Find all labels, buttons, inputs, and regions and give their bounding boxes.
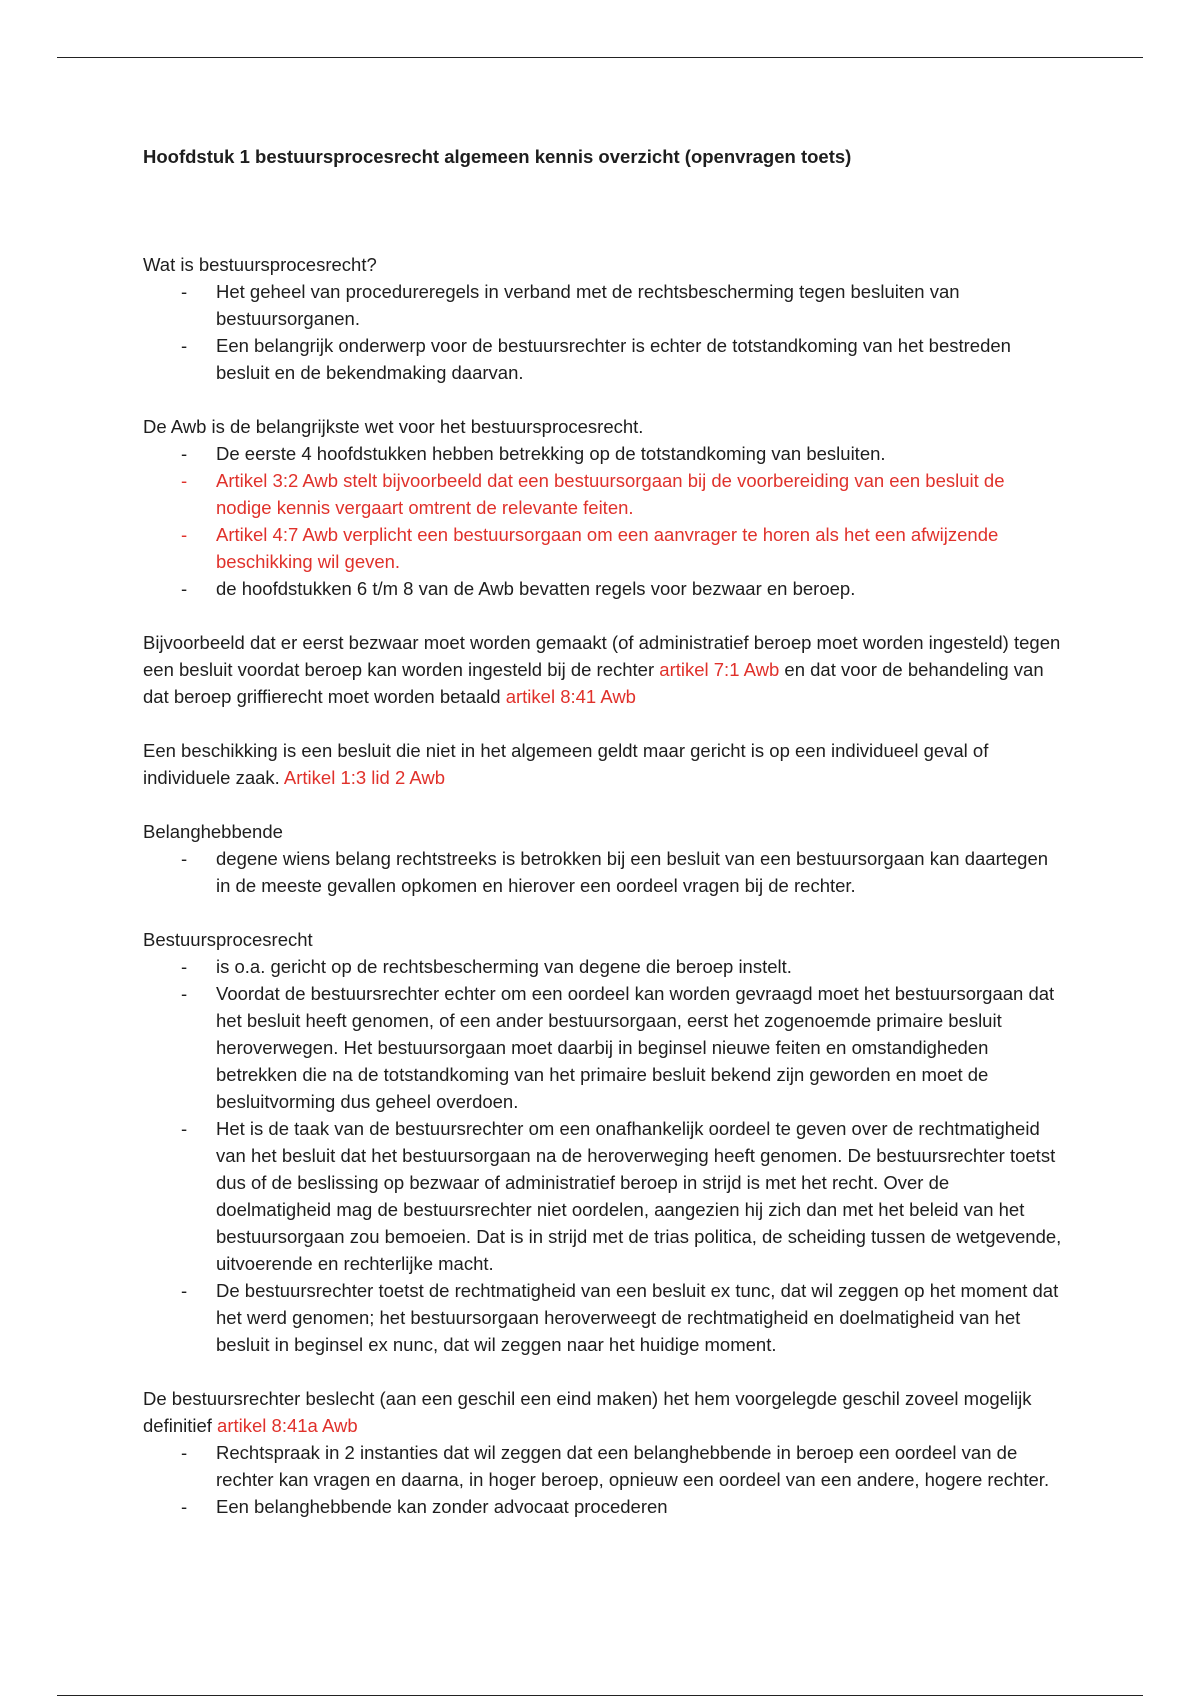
list-item: - de hoofdstukken 6 t/m 8 van de Awb bevatten regels voor bezwaar en beroep. <box>143 575 1063 602</box>
section-bestuursprocesrecht <box>143 926 1063 1358</box>
dash-bullet: - <box>181 1118 188 1139</box>
header-rule <box>57 57 1143 58</box>
paragraph-beschikking: Een beschikking is een besluit die niet in het algemeen geldt maar gericht is op een individueel geval of individuele zaak. Artikel 1:3 lid 2 Awb <box>143 740 989 788</box>
dash-bullet: - <box>181 1496 188 1517</box>
list-item-highlight: - Artikel 3:2 Awb stelt bijvoorbeeld dat een bestuursorgaan bij de voorbereiding van een besluit de nodige kennis vergaart omtrent de relevante feiten. <box>143 467 1063 521</box>
list-item: - Een belangrijk onderwerp voor de bestuursrechter is echter de totstandkoming van het bestreden besluit en de bekendmaking daarvan. <box>143 332 1063 386</box>
bullet-list <box>143 1439 1063 1520</box>
section-heading: De Awb is de belangrijkste wet voor het bestuursprocesrecht. <box>143 416 644 437</box>
list-item: - Voordat de bestuursrechter echter om een oordeel kan worden gevraagd moet het bestuursorgaan dat het besluit heeft genomen, of een ander bestuursorgaan, eerst het zogenoemde primaire besluit heroverwegen. Het bestuursorgaan moet daarbij in beginsel nieuwe feiten en omstandigheden betrekken die na de totstandkoming van het primaire besluit bekend zijn geworden en moet de besluitvorming dus geheel overdoen. <box>143 980 1063 1115</box>
dash-bullet: - <box>181 335 188 356</box>
section-wat-is <box>143 251 1063 386</box>
page-title: Hoofdstuk 1 bestuursprocesrecht algemeen kennis overzicht (openvragen toets) <box>143 146 852 167</box>
section-heading: Bestuursprocesrecht <box>143 929 313 950</box>
article-reference: Artikel 1:3 lid 2 Awb <box>283 767 446 788</box>
article-reference: artikel 7:1 Awb <box>659 659 780 680</box>
section-belanghebbende <box>143 818 1063 899</box>
article-reference: artikel 8:41a Awb <box>217 1415 358 1436</box>
document-body <box>143 143 1063 1520</box>
list-item-highlight: - Artikel 4:7 Awb verplicht een bestuursorgaan om een aanvrager te horen als het een afwijzende beschikking wil geven. <box>143 521 1063 575</box>
dash-bullet: - <box>181 1280 188 1301</box>
dash-bullet: - <box>181 443 188 464</box>
dash-bullet: - <box>181 956 188 977</box>
dash-bullet: - <box>181 848 188 869</box>
list-item: - Rechtspraak in 2 instanties dat wil zeggen dat een belanghebbende in beroep een oordeel van de rechter kan vragen en daarna, in hoger beroep, opnieuw een oordeel van een andere, hogere rechter. <box>143 1439 1063 1493</box>
dash-bullet: - <box>181 524 188 545</box>
dash-bullet: - <box>181 578 188 599</box>
section-heading: Belanghebbende <box>143 821 283 842</box>
dash-bullet: - <box>181 1442 188 1463</box>
paragraph-bezwaar: Bijvoorbeeld dat er eerst bezwaar moet worden gemaakt (of administratief beroep moet worden ingesteld) tegen een besluit voordat beroep kan worden ingesteld bij de rechter artikel 7:1 Awb en dat voor de behandeling van dat beroep griffierecht moet worden betaald artikel 8:41 Awb <box>143 632 1061 707</box>
bullet-list <box>143 845 1063 899</box>
dash-bullet: - <box>181 281 188 302</box>
article-reference: artikel 8:41 Awb <box>505 686 636 707</box>
dash-bullet: - <box>181 983 188 1004</box>
section-heading: Wat is bestuursprocesrecht? <box>143 254 377 275</box>
list-item: - De eerste 4 hoofdstukken hebben betrekking op de totstandkoming van besluiten. <box>143 440 1063 467</box>
paragraph-beslecht: De bestuursrechter beslecht (aan een geschil een eind maken) het hem voorgelegde geschil zoveel mogelijk definitief artikel 8:41a Awb <box>143 1388 1032 1436</box>
list-item: - De bestuursrechter toetst de rechtmatigheid van een besluit ex tunc, dat wil zeggen op het moment dat het werd genomen; het bestuursorgaan heroverweegt de rechtmatigheid en doelmatigheid van het besluit in beginsel ex nunc, dat wil zeggen naar het huidige moment. <box>143 1277 1063 1358</box>
section-awb <box>143 413 1063 602</box>
section-beslechten <box>143 1385 1063 1520</box>
dash-bullet: - <box>181 470 188 491</box>
list-item: - degene wiens belang rechtstreeks is betrokken bij een besluit van een bestuursorgaan kan daartegen in de meeste gevallen opkomen en hierover een oordeel vragen bij de rechter. <box>143 845 1063 899</box>
bullet-list <box>143 440 1063 602</box>
list-item: - is o.a. gericht op de rechtsbescherming van degene die beroep instelt. <box>143 953 1063 980</box>
bullet-list <box>143 278 1063 386</box>
list-item: - Een belanghebbende kan zonder advocaat procederen <box>143 1493 1063 1520</box>
list-item: - Het geheel van procedureregels in verband met de rechtsbescherming tegen besluiten van bestuursorganen. <box>143 278 1063 332</box>
bullet-list <box>143 953 1063 1358</box>
footer-rule <box>57 1695 1143 1696</box>
list-item: - Het is de taak van de bestuursrechter om een onafhankelijk oordeel te geven over de rechtmatigheid van het besluit dat het bestuursorgaan na de heroverweging heeft genomen. De bestuursrechter toetst dus of de beslissing op bezwaar of administratief beroep in strijd is met het recht. Over de doelmatigheid mag de bestuursrechter niet oordelen, aangezien hij zich dan met het beleid van het bestuursorgaan zou bemoeien. Dat is in strijd met de trias politica, de scheiding tussen de wetgevende, uitvoerende en rechterlijke macht. <box>143 1115 1063 1277</box>
